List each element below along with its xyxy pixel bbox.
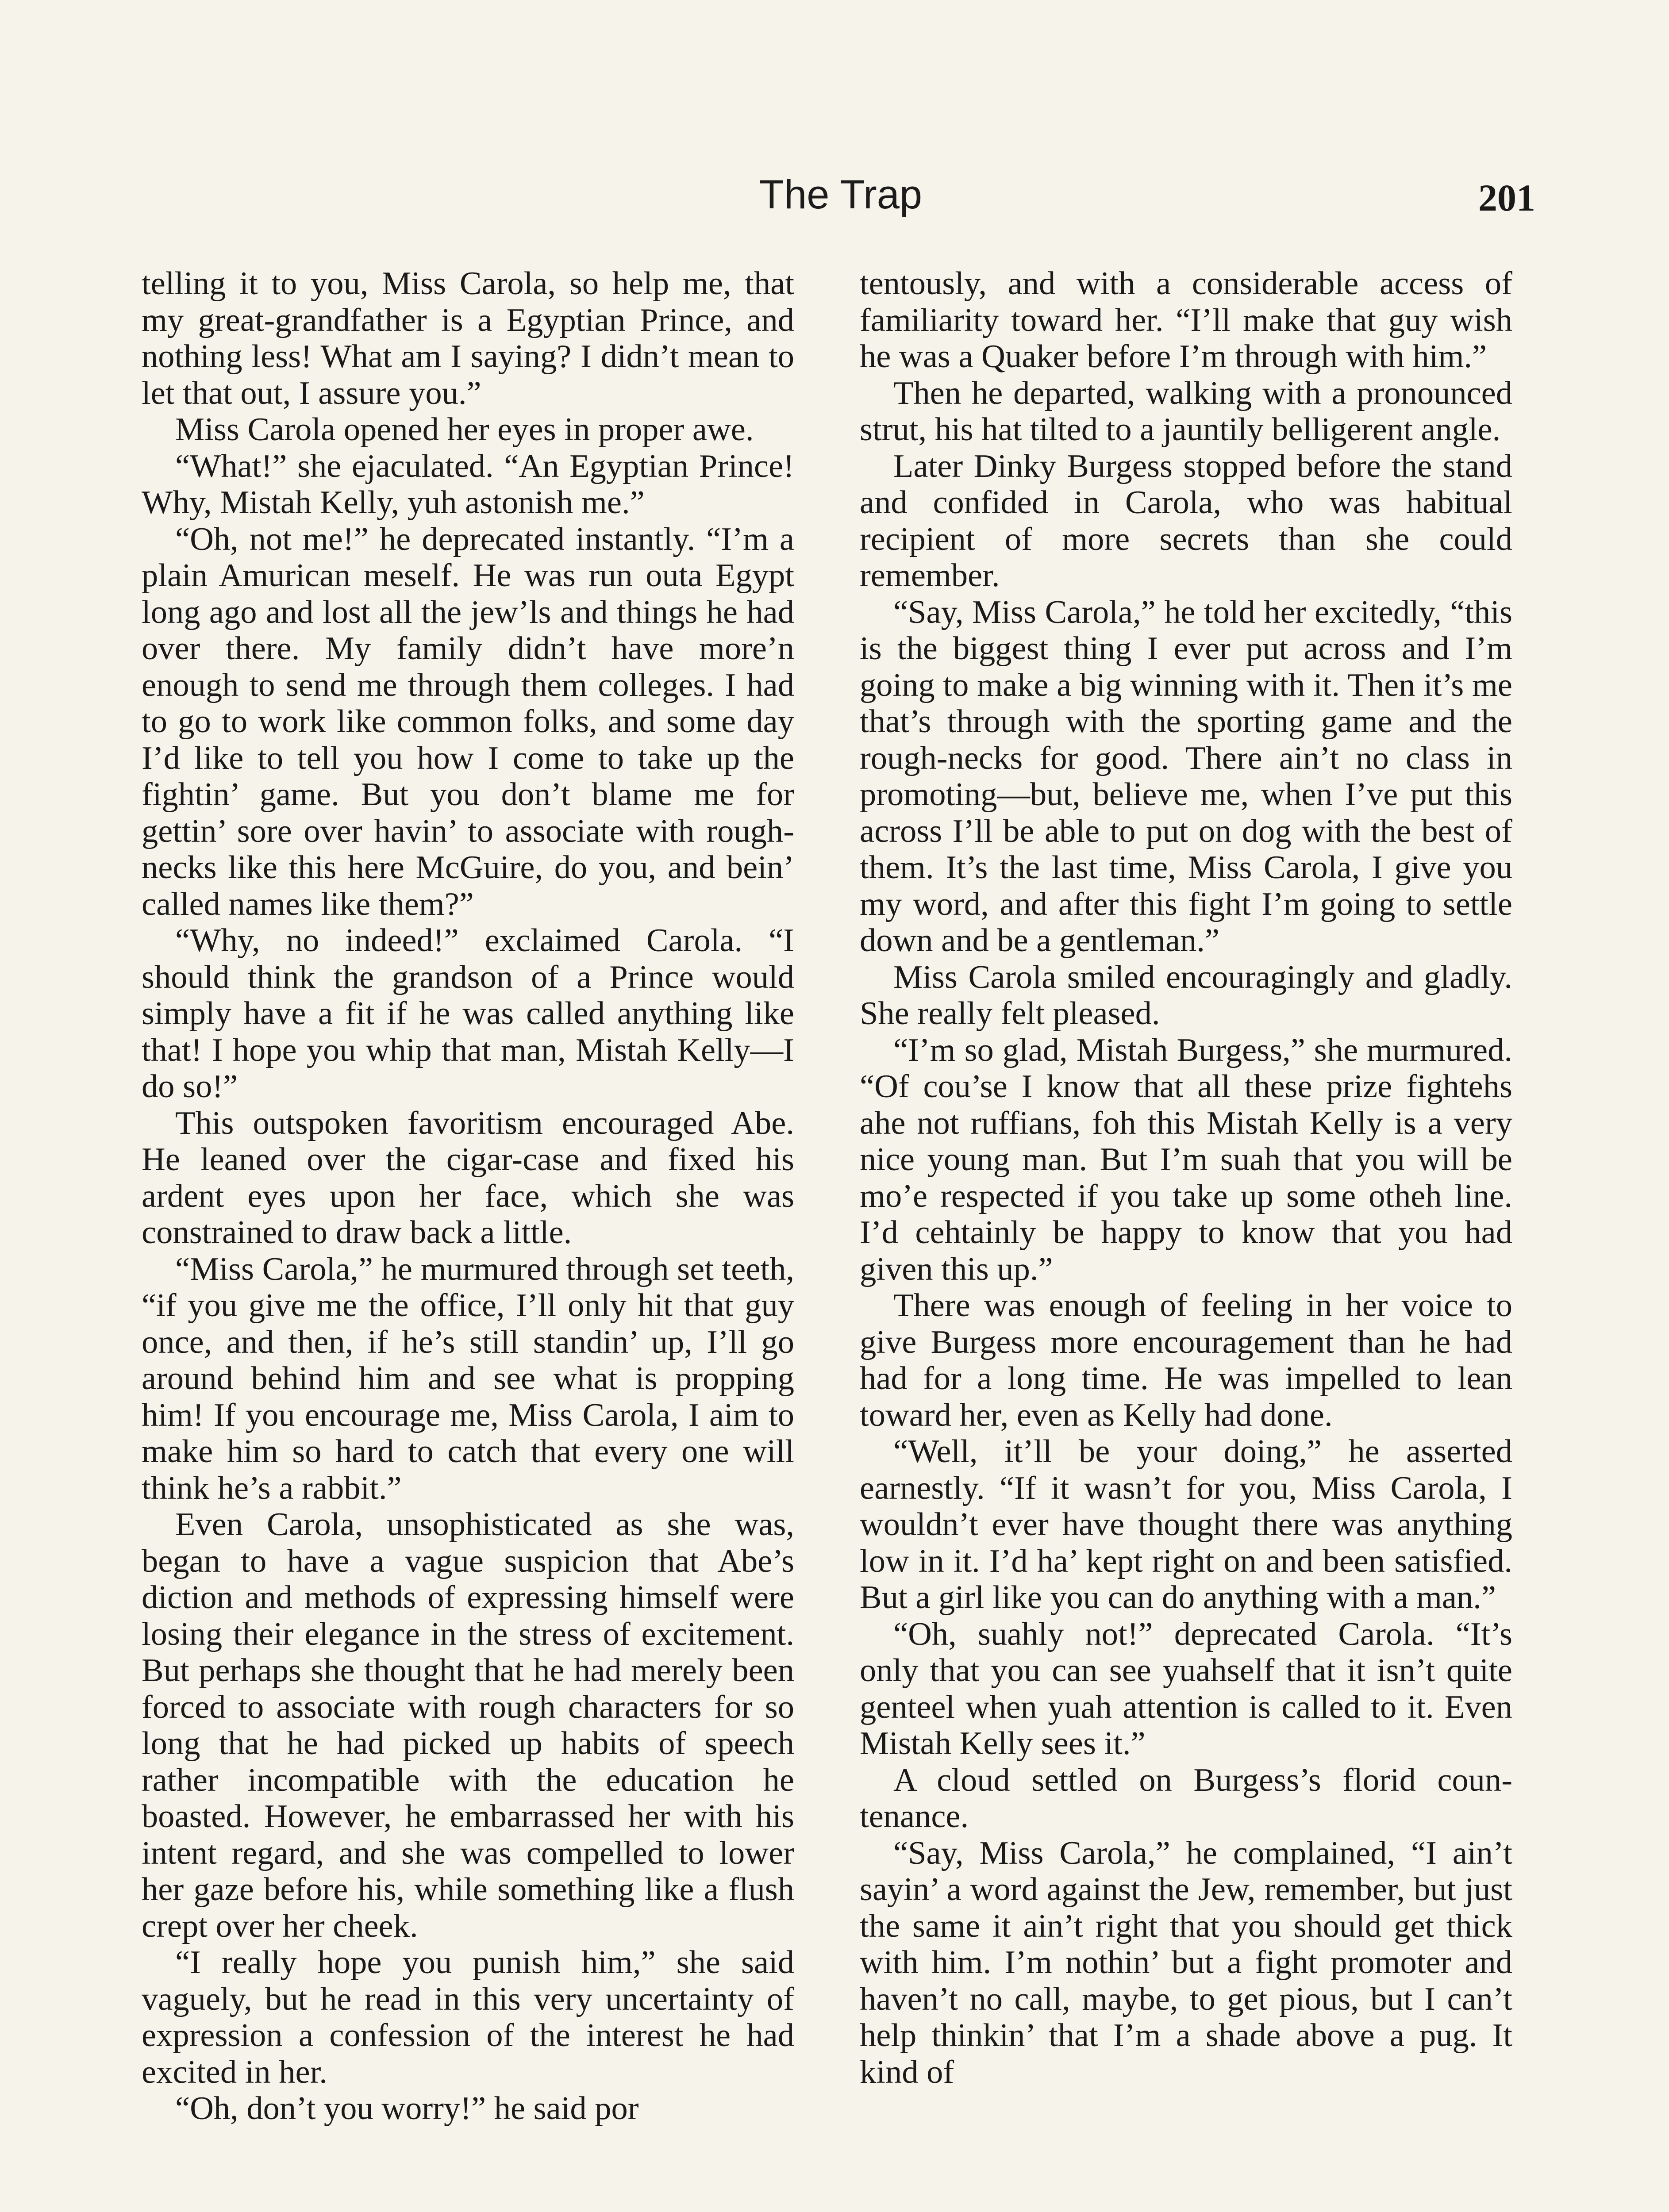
paragraph: “Well, it’ll be your doing,” he asserted earnestly. “If it wasn’t for you, Miss Carola, I wouldn’t ever have thought there was anything low in it. I’d ha’ kept right on and been satisfied. But a girl like you can do anything with a man.” — [860, 1433, 1512, 1616]
paragraph: There was enough of feeling in her voice to give Burgess more encouragement than he had had for a long time. He was impelled to lean toward her, even as Kelly had done. — [860, 1287, 1512, 1433]
paragraph: “Say, Miss Carola,” he complained, “I ain’t sayin’ a word against the Jew, remember, but just the same it ain’t right that you should get thick with him. I’m nothin’ but a fight promoter and haven’t no call, maybe, to get pious, but I can’t help thinkin’ that I’m a shade above a pug. It kind of — [860, 1835, 1512, 2090]
running-title: The Trap — [759, 172, 923, 217]
paragraph: “Miss Carola,” he murmured through set teeth, “if you give me the office, I’ll only hit that guy once, and then, if he’s still standin’ up, I’ll go around behind him and see what is propping him! If you encourage me, Miss Carola, I aim to make him so hard to catch that every one will think he’s a rabbit.” — [142, 1251, 794, 1506]
paragraph: tentously, and with a considerable access of familiarity toward her. “I’ll make that guy wish he was a Quaker before I’m through with him.” — [860, 265, 1512, 375]
paragraph: “Why, no indeed!” exclaimed Carola. “I should think the grandson of a Prince would simply have a fit if he was called anything like that! I hope you whip that man, Mistah Kelly—I do so!” — [142, 922, 794, 1105]
paragraph: Then he departed, walking with a pronounced strut, his hat tilted to a jauntily belligerent angle. — [860, 375, 1512, 448]
paragraph: telling it to you, Miss Carola, so help me, that my great-grandfather is a Egyptian Prince, and nothing less! What am I saying? I didn’t mean to let that out, I assure you.” — [142, 265, 794, 411]
paragraph: “Oh, don’t you worry!” he said por — [175, 2090, 639, 2127]
paragraph: A cloud settled on Burgess’s florid countenance. — [860, 1762, 1512, 1835]
paragraph: This outspoken favoritism encouraged Abe. He leaned over the cigar-case and fixed his ardent eyes upon her face, which she was constrained to draw back a little. — [142, 1105, 794, 1251]
paragraph: Miss Carola smiled encouragingly and gladly. She really felt pleased. — [860, 959, 1512, 1032]
paragraph: “What!” she ejaculated. “An Egyptian Prince! Why, Mistah Kelly, yuh astonish me.” — [142, 448, 794, 521]
paragraph: “I’m so glad, Mistah Burgess,” she murmured. “Of cou’se I know that all these prize fightehs ahe not ruffians, foh this Mistah Kelly is a very nice young man. But I’m suah that you will be mo’e respected if you take up some otheh line. I’d cehtainly be happy to know that you had given this up.” — [860, 1032, 1512, 1287]
paragraph: Later Dinky Burgess stopped before the stand and confided in Carola, who was habitual recipient of more secrets than she could remember. — [860, 448, 1512, 594]
paragraph: “Oh, suahly not!” deprecated Carola. “It’s only that you can see yuahself that it isn’t quite genteel when yuah attention is called to it. Even Mistah Kelly sees it.” — [860, 1616, 1512, 1762]
paragraph: “I really hope you punish him,” she said vaguely, but he read in this very uncertainty of expression a confession of the interest he had excited in her. — [142, 1944, 794, 2090]
paragraph: Even Carola, unsophisticated as she was, began to have a vague suspicion that Abe’s diction and methods of expressing himself were losing their elegance in the stress of excitement. But perhaps she thought that he had merely been forced to associate with rough characters for so long that he had picked up habits of speech rather incompatible with the education he boasted. However, he embarrassed her with his intent regard, and she was compelled to lower her gaze before his, while something like a flush crept over her cheek. — [142, 1506, 794, 1944]
paragraph: “Say, Miss Carola,” he told her excitedly, “this is the biggest thing I ever put across and I’m going to make a big winning with it. Then it’s me that’s through with the sporting game and the rough-necks for good. There ain’t no class in promoting—but, believe me, when I’ve put this across I’ll be able to put on dog with the best of them. It’s the last time, Miss Carola, I give you my word, and after this fight I’m going to settle down and be a gentleman.” — [860, 594, 1512, 959]
right-text-column — [860, 265, 1512, 2090]
paragraph: Miss Carola opened her eyes in proper awe. — [175, 411, 754, 448]
page-number: 201 — [1478, 177, 1535, 219]
left-text-column — [142, 265, 794, 2127]
paragraph: “Oh, not me!” he deprecated instantly. “I’m a plain Amurican meself. He was run outa Egypt long ago and lost all the jew’ls and things he had over there. My family didn’t have more’n enough to send me through them colleges. I had to go to work like common folks, and some day I’d like to tell you how I come to take up the fightin’ game. But you don’t blame me for gettin’ sore over havin’ to associate with roughnecks like this here McGuire, do you, and bein’ called names like them?” — [142, 521, 794, 922]
